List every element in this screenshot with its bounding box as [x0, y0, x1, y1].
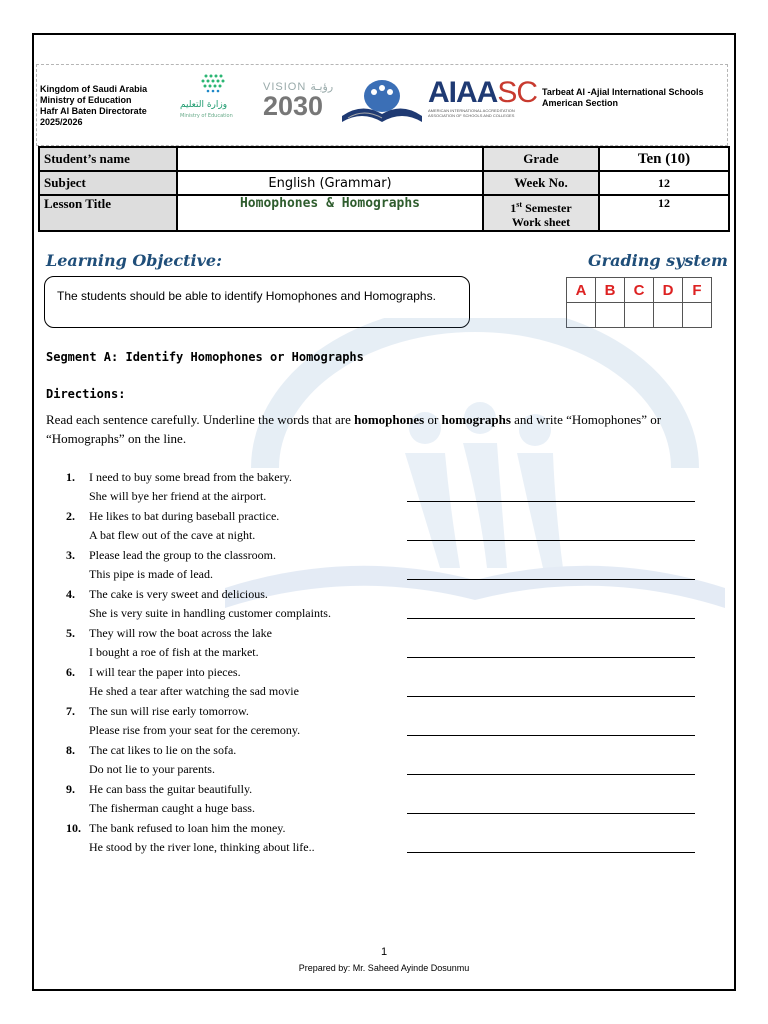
grade-value: Ten (10) — [599, 147, 729, 171]
answer-line[interactable] — [407, 657, 695, 658]
answer-line[interactable] — [407, 735, 695, 736]
sentence-1: I will tear the paper into pieces. — [89, 665, 241, 679]
ministry-block — [40, 84, 147, 128]
sentence-2: He shed a tear after watching the sad movie — [89, 684, 299, 698]
grade-a: A — [567, 278, 596, 303]
sentence-2: Please rise from your seat for the ceremony. — [89, 723, 301, 737]
answer-line[interactable] — [407, 696, 695, 697]
directions-text: Read each sentence carefully. Underline the words that are homophones or homographs and write “Homophones” or “Homographs” on the line. — [46, 412, 662, 446]
lesson-title-value: Homophones & Homographs — [177, 195, 483, 231]
worksheet-label: Work sheet — [511, 214, 571, 229]
aiaa-main: AIAA — [428, 76, 498, 109]
directions-title: Directions: — [46, 387, 126, 401]
exercise-item: 1. I need to buy some bread from the bakery. She will bye her friend at the airport. — [66, 468, 706, 507]
semester-value: 12 — [599, 195, 729, 231]
ministry-line: Ministry of Education — [40, 95, 132, 105]
vision-year: 2030 — [263, 91, 324, 121]
answer-line[interactable] — [407, 540, 695, 541]
sentence-2: She will bye her friend at the airport. — [89, 489, 267, 503]
sentence-2: Do not lie to your parents. — [89, 762, 215, 776]
exercise-item: 7. The sun will rise early tomorrow. Please rise from your seat for the ceremony. — [66, 702, 706, 741]
grade-label: Grade — [483, 147, 599, 171]
exercise-item: 9. He can bass the guitar beautifully. The fisherman caught a huge bass. — [66, 780, 706, 819]
sentence-1: They will row the boat across the lake — [89, 626, 272, 640]
ministry-line: Hafr Al Baten Directorate — [40, 106, 147, 116]
subject-value: English (Grammar) — [177, 171, 483, 195]
grading-title: Grading system — [588, 251, 728, 270]
bold-homophones: homophones — [354, 412, 425, 427]
lesson-title-label: Lesson Title — [39, 195, 177, 231]
week-label: Week No. — [483, 171, 599, 195]
info-table — [38, 146, 730, 232]
exercise-item: 4. The cake is very sweet and delicious. She is very suite in handling customer complaints. — [66, 585, 706, 624]
ministry-line: 2025/2026 — [40, 117, 83, 127]
aiaa-subtitle: AMERICAN INTERNATIONAL ACCREDITATION ASSOCIATION OF SCHOOLS AND COLLEGES — [428, 108, 515, 118]
vision-label: VISION رؤيـة — [263, 81, 334, 93]
sentence-1: Please lead the group to the classroom. — [89, 548, 276, 562]
vision-arabic: رؤيـة — [310, 81, 334, 93]
sentence-2: He stood by the river lone, thinking about life.. — [89, 840, 315, 854]
sentence-1: He can bass the guitar beautifully. — [89, 782, 253, 796]
open-book-logo-icon — [338, 72, 426, 130]
school-line: Tarbeat Al -Ajial International Schools — [542, 87, 704, 97]
answer-line[interactable] — [407, 579, 695, 580]
bold-homographs: homographs — [441, 412, 511, 427]
aiaa-logo — [428, 76, 537, 118]
page-number: 1 — [380, 946, 388, 958]
ministry-line: Kingdom of Saudi Arabia — [40, 84, 148, 94]
answer-line[interactable] — [407, 852, 695, 853]
grade-f: F — [683, 278, 712, 303]
vision-2030-logo — [263, 80, 333, 122]
objective-title: Learning Objective: — [46, 251, 223, 270]
exercise-list — [66, 468, 706, 858]
moe-english-name: Ministry of Education — [180, 113, 233, 119]
sentence-1: The cat likes to lie on the sofa. — [89, 743, 237, 757]
student-name-field[interactable] — [177, 147, 483, 171]
grade-d: D — [654, 278, 683, 303]
answer-line[interactable] — [407, 813, 695, 814]
sentence-1: I need to buy some bread from the bakery. — [89, 470, 292, 484]
segment-title: Segment A: Identify Homophones or Homographs — [46, 350, 364, 364]
grade-b: B — [596, 278, 625, 303]
answer-line[interactable] — [407, 774, 695, 775]
exercise-item: 6. I will tear the paper into pieces. He shed a tear after watching the sad movie — [66, 663, 706, 702]
answer-line[interactable] — [407, 618, 695, 619]
exercise-item: 10. The bank refused to loan him the money. He stood by the river lone, thinking about life.. — [66, 819, 706, 858]
student-name-label: Student’s name — [39, 147, 177, 171]
semester-label: 1st Semester Work sheet — [483, 195, 599, 231]
exercise-item: 5. They will row the boat across the lake I bought a roe of fish at the market. — [66, 624, 706, 663]
grade-c: C — [625, 278, 654, 303]
answer-line[interactable] — [407, 501, 695, 502]
objective-box: The students should be able to identify Homophones and Homographs. — [44, 276, 470, 328]
sentence-1: The bank refused to loan him the money. — [89, 821, 286, 835]
sentence-1: The sun will rise early tomorrow. — [89, 704, 249, 718]
sentence-1: He likes to bat during baseball practice. — [89, 509, 280, 523]
exercise-item: 3. Please lead the group to the classroom. This pipe is made of lead. — [66, 546, 706, 585]
moe-arabic-name: وزارة التعليم — [180, 100, 228, 110]
subject-label: Subject — [39, 171, 177, 195]
school-block — [542, 87, 704, 109]
sentence-1: The cake is very sweet and delicious. — [89, 587, 268, 601]
exercise-item: 2. He likes to bat during baseball practice. A bat flew out of the cave at night. — [66, 507, 706, 546]
sentence-2: This pipe is made of lead. — [89, 567, 213, 581]
aiaa-sc: SC — [497, 76, 538, 109]
sentence-2: She is very suite in handling customer complaints. — [89, 606, 331, 620]
sentence-2: I bought a roe of fish at the market. — [89, 645, 259, 659]
exercise-item: 8. The cat likes to lie on the sofa. Do not lie to your parents. — [66, 741, 706, 780]
prepared-by: Prepared by: Mr. Saheed Ayinde Dosunmu — [298, 963, 470, 973]
sentence-2: The fisherman caught a huge bass. — [89, 801, 255, 815]
week-value: 12 — [599, 171, 729, 195]
school-line: American Section — [542, 98, 619, 108]
sentence-2: A bat flew out of the cave at night. — [89, 528, 256, 542]
